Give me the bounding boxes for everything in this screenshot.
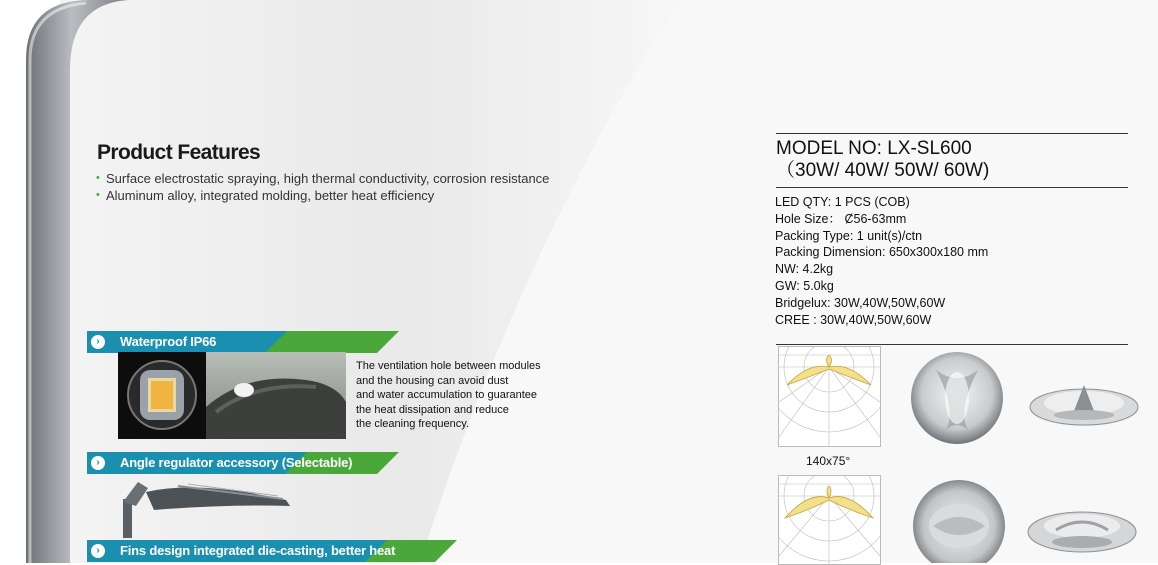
chevron-right-icon: › [91,456,105,470]
light-distribution-diagram [778,346,881,447]
waterproof-description: The ventilation hole between modules and the housing can avoid dust and water accumulation to guarantee the heat dissipation and reduce the cleaning frequency. [356,360,541,430]
lens-side-view-image [1028,375,1140,429]
light-distribution-diagram [778,475,881,565]
spec-packing-dimension: Packing Dimension: 650x300x180 mm [775,245,989,260]
spec-list [775,194,988,328]
spec-cree: CREE : 30W,40W,50W,60W [775,312,932,327]
lens-top-view-image [908,478,1010,563]
spec-packing-type: Packing Type: 1 unit(s)/ctn [775,228,923,243]
divider [776,187,1128,188]
spec-hole-size: Hole Size： Ȼ56-63mm [775,211,907,226]
spec-bridgelux: Bridgelux: 30W,40W,50W,60W [775,295,946,310]
spec-gross-weight: GW: 5.0kg [775,278,834,293]
feature-item: • Surface electrostatic spraying, high thermal conductivity, corrosion resistance [96,170,549,187]
chevron-right-icon: › [91,335,105,349]
lens-side-view-image [1026,500,1138,556]
angle-regulator-banner: › Angle regulator accessory (Selectable) [87,452,399,474]
angle-regulator-photo [118,474,293,538]
housing-ventilation-photo [206,352,346,439]
led-module-photo [118,352,206,439]
beam-angle-label: 140x75° [806,454,851,468]
fins-design-banner: › Fins design integrated die-casting, better heat [87,540,457,562]
model-number: MODEL NO: LX-SL600 （30W/ 40W/ 50W/ 60W) [776,138,990,181]
feature-item: • Aluminum alloy, integrated molding, better heat efficiency [96,187,549,204]
spec-led-qty: LED QTY: 1 PCS (COB) [775,195,910,209]
divider [776,133,1128,134]
product-features-title: Product Features [97,141,261,164]
chevron-right-icon: › [91,544,105,558]
features-list [96,170,549,204]
lens-top-view-image [906,350,1008,446]
divider [776,344,1128,345]
spec-net-weight: NW: 4.2kg [775,262,834,277]
waterproof-banner: › Waterproof IP66 [87,331,399,353]
